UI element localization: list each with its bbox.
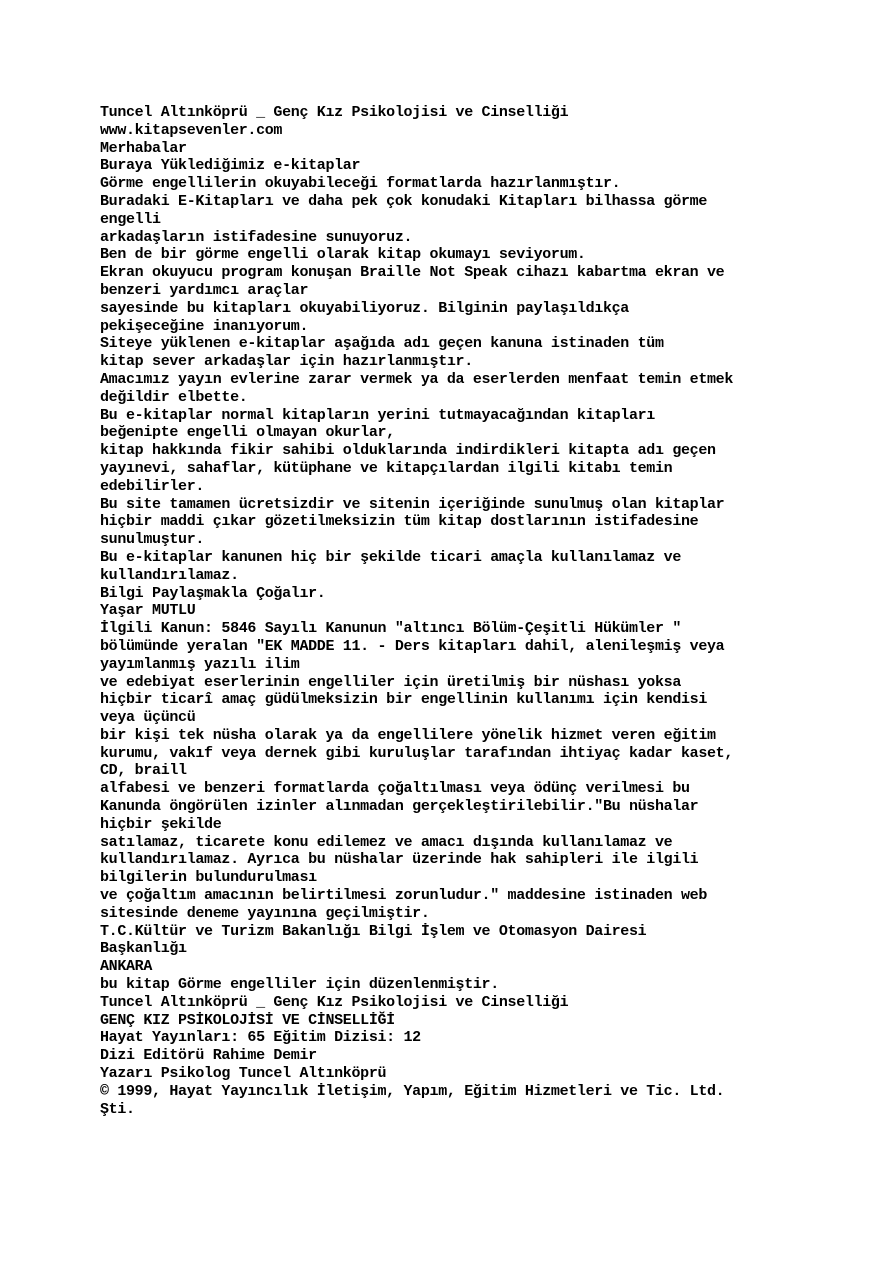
text-line: Tuncel Altınköprü _ Genç Kız Psikolojisi ve Cinselliği [100,993,569,1011]
text-line: Siteye yüklenen e-kitaplar aşağıda adı geçen kanuna istinaden tüm [100,335,664,353]
text-line: sitesinde deneme yayınına geçilmiştir. [100,904,430,922]
text-line: sayesinde bu kitapları okuyabiliyoruz. Bilginin paylaşıldıkça [100,299,629,317]
text-line: www.kitapsevenler.com [100,121,283,139]
text-line: Şti. [100,1100,135,1118]
text-line: Görme engellilerin okuyabileceği formatlarda hazırlanmıştır. [100,175,621,193]
text-line: Yazarı Psikolog Tuncel Altınköprü [100,1065,387,1083]
text-line: pekişeceğine inanıyorum. [100,317,309,335]
text-line: benzeri yardımcı araçlar [100,281,309,299]
text-line: Buradaki E-Kitapları ve daha pek çok konudaki Kitapları bilhassa görme [100,192,708,210]
text-line: Bu e-kitaplar kanunen hiç bir şekilde ticari amaçla kullanılamaz ve [100,548,681,566]
text-line: engelli [100,210,161,228]
text-line: yayınevi, sahaflar, kütüphane ve kitapçılardan ilgili kitabı temin [100,459,673,477]
text-line: edebilirler. [100,477,205,495]
text-line: satılamaz, ticarete konu edilemez ve amacı dışında kullanılamaz ve [100,833,673,851]
text-line: veya üçüncü [100,709,196,727]
text-line: Bilgi Paylaşmakla Çoğalır. [100,584,326,602]
text-line: beğenipte engelli olmayan okurlar, [100,424,395,442]
text-line: Tuncel Altınköprü _ Genç Kız Psikolojisi ve Cinselliği [100,104,569,121]
text-line: Buraya Yüklediğimiz e-kitaplar [100,157,361,175]
text-line: Bu site tamamen ücretsizdir ve sitenin içeriğinde sunulmuş olan kitaplar [100,495,725,513]
text-line: hiçbir ticarî amaç güdülmeksizin bir engellinin kullanımı için kendisi [100,691,708,709]
text-line: hiçbir maddi çıkar gözetilmeksizin tüm kitap dostlarının istifadesine [100,513,699,531]
text-line: kurumu, vakıf veya dernek gibi kuruluşlar tarafından ihtiyaç kadar kaset, [100,744,734,762]
text-line: yayımlanmış yazılı ilim [100,655,300,673]
text-line: GENÇ KIZ PSİKOLOJİSİ VE CİNSELLİĞİ [100,1011,395,1029]
text-line: bir kişi tek nüsha olarak ya da engellilere yönelik hizmet veren eğitim [100,726,716,744]
text-line: sunulmuştur. [100,531,205,549]
text-line: kullandırılamaz. Ayrıca bu nüshalar üzerinde hak sahipleri ile ilgili [100,851,699,869]
text-line: Amacımız yayın evlerine zarar vermek ya da eserlerden menfaat temin etmek [100,370,734,388]
text-line: Hayat Yayınları: 65 Eğitim Dizisi: 12 [100,1029,421,1047]
text-line: Ekran okuyucu program konuşan Braille Not Speak cihazı kabartma ekran ve [100,264,725,282]
text-line: bu kitap Görme engelliler için düzenlenmiştir. [100,976,499,994]
text-line: kullandırılamaz. [100,566,239,584]
text-line: bölümünde yeralan "EK MADDE 11. - Ders kitapları dahil, alenileşmiş veya [100,637,725,655]
text-line: değildir elbette. [100,388,248,406]
text-line: ve edebiyat eserlerinin engelliler için üretilmiş bir nüshası yoksa [100,673,681,691]
text-line: bilgilerin bulundurulması [100,869,317,887]
text-line: T.C.Kültür ve Turizm Bakanlığı Bilgi İşlem ve Otomasyon Dairesi [100,922,647,940]
text-line: Bu e-kitaplar normal kitapların yerini tutmayacağından kitapları [100,406,655,424]
text-line: alfabesi ve benzeri formatlarda çoğaltılması veya ödünç verilmesi bu [100,780,690,798]
text-line: Dizi Editörü Rahime Demir [100,1047,317,1065]
text-line: kitap sever arkadaşlar için hazırlanmıştır. [100,353,473,371]
text-line: Kanunda öngörülen izinler alınmadan gerçekleştirilebilir."Bu nüshalar [100,798,699,816]
document-page [100,104,800,1118]
text-line: kitap hakkında fikir sahibi olduklarında indirdikleri kitapta adı geçen [100,442,716,460]
text-line: Merhabalar [100,139,187,157]
text-line: Başkanlığı [100,940,187,958]
text-line: arkadaşların istifadesine sunuyoruz. [100,228,413,246]
text-line: ve çoğaltım amacının belirtilmesi zorunludur." maddesine istinaden web [100,887,708,905]
text-line: CD, braill [100,762,187,780]
text-line: ANKARA [100,958,153,976]
text-line: © 1999, Hayat Yayıncılık İletişim, Yapım, Eğitim Hizmetleri ve Tic. Ltd. [100,1082,725,1100]
text-line: Yaşar MUTLU [100,602,196,620]
text-line: hiçbir şekilde [100,815,222,833]
text-line: İlgili Kanun: 5846 Sayılı Kanunun "altıncı Bölüm-Çeşitli Hükümler " [100,620,681,638]
text-line: Ben de bir görme engelli olarak kitap okumayı seviyorum. [100,246,586,264]
